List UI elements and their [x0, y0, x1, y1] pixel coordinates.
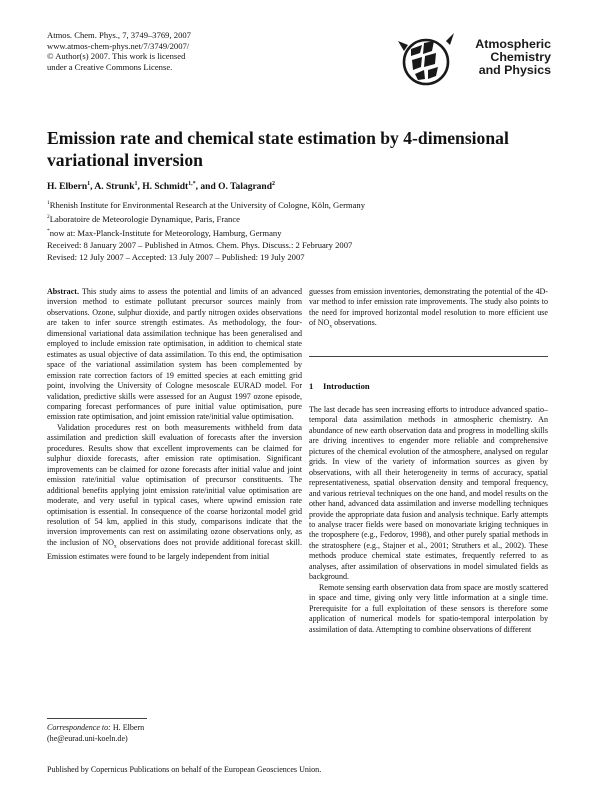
- subscript: x: [329, 323, 333, 330]
- affiliation-mark: 1: [47, 200, 50, 206]
- author-name: H. Elbern: [47, 182, 88, 193]
- abstract-paragraph: [309, 287, 548, 332]
- author-name: O. Talagrand: [218, 182, 272, 193]
- title-line-1: Emission rate and chemical state estimation by 4-dimensional: [47, 128, 509, 148]
- copyright-line: © Author(s) 2007. This work is licensed: [47, 51, 186, 62]
- affiliation-text: Rhenish Institute for Environmental Research at the University of Cologne, Köln, Germany: [49, 199, 366, 210]
- journal-header: [47, 30, 191, 72]
- affiliation-line: [47, 197, 365, 211]
- citation-line: Atmos. Chem. Phys., 7, 3749–3769, 2007: [47, 30, 191, 40]
- abstract-text: This study aims to assess the potential and limits of an advanced inversion method to estimate pollutant precursor sources mainly from observations. Ozone, sulphur dioxide, and partly nitrogen oxides observations are taken to infer source strength estimates. As methodology, the four-dimensional variational data assimilation technique has been generalised and employed to include emission rate optimisation, in addition to chemical state estimates as usual objective of data assimilation. To this end, the optimisation space of the variational assimilation system has been complemented by emission rate correction factors of 19 emitted species at each emitting grid point, involving the University of Cologne mesoscale EURAD model. For validation, predictive skills were assessed for an August 1997 ozone episode, comparing forecast performances of pure initial value optimisation, pure emission rate optimisation, and joint emission rate/initial value optimisation.: [47, 287, 302, 422]
- correspondence-email[interactable]: (he@eurad.uni-koeln.de): [47, 734, 128, 743]
- publisher-line: Published by Copernicus Publications on behalf of the European Geosciences Union.: [47, 765, 322, 774]
- author-affil-mark: 1,*: [188, 181, 196, 187]
- author-name: A. Strunk: [94, 182, 135, 193]
- author-list: [47, 181, 275, 192]
- logo-line-1: Atmospheric: [475, 37, 551, 51]
- affiliation-line: [47, 211, 365, 225]
- author-affil-mark: 1: [87, 181, 91, 187]
- section-heading: [309, 381, 370, 391]
- journal-url[interactable]: www.atmos-chem-phys.net/7/3749/2007/: [47, 40, 190, 51]
- journal-logo: [398, 29, 553, 93]
- right-column: [309, 287, 548, 332]
- abstract-paragraph: [47, 287, 302, 423]
- correspondence-name: H. Elbern: [112, 723, 145, 732]
- affiliation-line: [47, 225, 365, 239]
- section-number: 1: [309, 381, 314, 391]
- correspondence-footnote: [47, 722, 144, 744]
- license-line: under a Creative Commons License.: [47, 61, 173, 72]
- author-separator: ,: [137, 182, 143, 193]
- affiliation-text: now at: Max-Planck-Institute for Meteorology, Hamburg, Germany: [49, 227, 282, 238]
- abstract-paragraph: [47, 423, 302, 563]
- author-name: H. Schmidt: [142, 182, 189, 193]
- paper-title: [47, 128, 547, 171]
- section-title: Introduction: [323, 381, 370, 391]
- logo-line-2: Chemistry: [490, 50, 551, 65]
- title-line-2: variational inversion: [47, 149, 203, 170]
- intro-paragraph: The last decade has seen increasing efforts to introduce advanced spatio–temporal data assimilation methods in atmospheric chemistry. An abundance of new earth observation data and progress in modelling skills are driving incentives to engender more reliable and comprehensive pictures of the chemical evolution of the atmosphere, analysed on regular grids. In view of the variety of information sources as given by observations, with all their heterogeneity in terms of accuracy, spatial representativeness, spatial observation density and temporal frequency, and various retrieval techniques on the one hand, and model results on the other hand, advanced data assimilation and inverse modelling techniques provide the appropriate data fusion and analysis technique. Early attempts to analyse tracer fields were based on monovariate kriging techniques in the troposphere (e.g., Fedorov, 1998), and other purely spatial methods in the stratosphere (e.g., Stajner et al., 2001; Struthers et al., 2002). These methods produce chemical state estimates, frequently referred to as analyses, after assimilation of observations in model simulated fields as background.: [309, 405, 548, 582]
- author-affil-mark: 1: [134, 181, 138, 187]
- intro-paragraph: Remote sensing earth observation data from space are mostly scattered in space and time, giving only very little information at a single time. Prerequisite for a full exploitation of these sensors is therefore some application of numerical models for spatio-temporal interpolation by assimilation of data. Attempting to combine observations of different: [309, 582, 548, 634]
- abstract-divider: [309, 356, 548, 357]
- subscript: x: [113, 543, 117, 550]
- author-separator: , and: [195, 182, 219, 193]
- introduction-text: [309, 405, 548, 723]
- abstract-label: Abstract.: [47, 287, 79, 296]
- correspondence-label: Correspondence to:: [47, 723, 111, 732]
- logo-wordmark: [454, 38, 551, 78]
- egu-logo-icon: [398, 29, 456, 93]
- logo-line-3: and Physics: [478, 63, 551, 78]
- affiliation-mark: *: [47, 227, 50, 234]
- abstract-text: Validation procedures rest on both measurements withheld from data assimilation and prediction skill evaluation of forecasts after the inversion procedures. Results show that excellent improvements can be claimed for sulphur dioxide forecasts, after emission rate optimisation. Significant improvements can be claimed for ozone forecasts after initial value and joint emission rate/initial value optimisation of precursor constituents. The additional benefits applying joint emission rate/initial value optimisation are moderate, and very useful in typical cases, where upwind emission rate optimisation is essential. In consequence of the coarse horizontal model grid resolution of 54 km, applied in this study, comparisons indicate that the inversion improvements can rest on assimilating ozone observations only, as the inclusion of NO: [47, 422, 302, 547]
- received-line: Received: 8 January 2007 – Published in Atmos. Chem. Phys. Discuss.: 2 February 2007: [47, 240, 353, 250]
- left-column: [47, 287, 302, 562]
- affiliation-text: Laboratoire de Meteorologie Dynamique, Paris, France: [49, 213, 240, 224]
- affiliations: [47, 197, 365, 239]
- author-separator: ,: [90, 182, 95, 193]
- publication-dates: [47, 240, 352, 263]
- affiliation-mark: 2: [47, 213, 50, 220]
- revised-line: Revised: 12 July 2007 – Accepted: 13 July 2007 – Published: 19 July 2007: [47, 251, 305, 262]
- abstract-text: observations does not provide additional forecast skill. Emission estimates were found to be largely independent from initial: [47, 537, 303, 561]
- footnote-divider: [47, 718, 147, 719]
- abstract-text: guesses from emission inventories, demonstrating the potential of the 4D-var method to infer emission rate improvements. The study also points to the need for improved horizontal model resolution to more efficient use of NO: [309, 287, 548, 328]
- author-affil-mark: 2: [271, 181, 275, 187]
- abstract-text: observations.: [332, 318, 377, 328]
- correspondence-line: [47, 722, 144, 733]
